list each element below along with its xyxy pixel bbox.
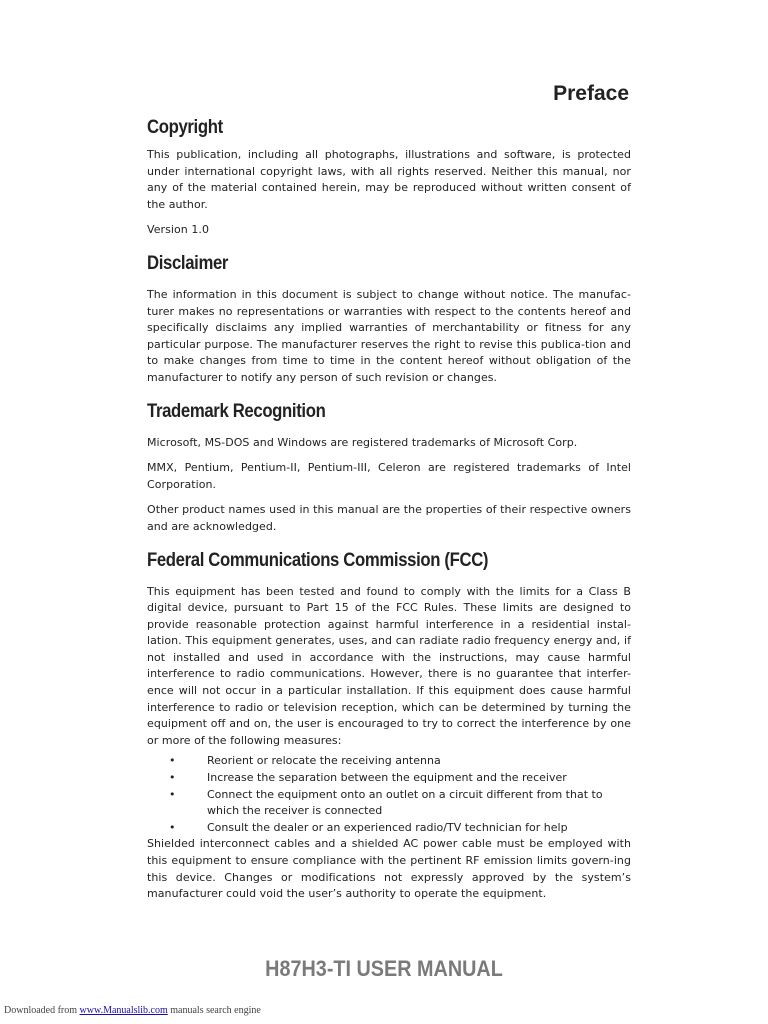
list-item: • Increase the separation between the equipment and the receiver bbox=[147, 770, 631, 787]
download-prefix: Downloaded from bbox=[4, 1005, 78, 1016]
manual-title: H87H3-TI USER MANUAL bbox=[265, 956, 503, 981]
trademark-p1: Microsoft, MS-DOS and Windows are registered trademarks of Microsoft Corp. bbox=[147, 435, 578, 449]
trademark-p2: MMX, Pentium, Pentium-II, Pentium-III, Celeron are registered trademarks of Intel Corporation. bbox=[147, 461, 631, 491]
fcc-body: This equipment has been tested and found to comply with the limits for a Class B digital device, pursuant to Part 15 of the FCC Rules. These limits are designed to provide reasonable protection against harmful interference in a residential instal-lation. This equipment generates, uses, and can radiate radio frequency energy and, if not installed and used in accordance with the instructions, may cause harmful interference to radio communications. However, there is no guarantee that interfer-ence will not occur in a particular installation. If this equipment does cause harmful interference to radio or television reception, which can be determined by turning the equipment off and on, the user is encouraged to try to correct the interference by one or more of the following measures: bbox=[147, 584, 631, 747]
fcc-heading: Federal Communications Commission (FCC) bbox=[147, 549, 489, 571]
page-title: Preface bbox=[553, 82, 629, 105]
document-body bbox=[147, 117, 631, 903]
trademark-heading: Trademark Recognition bbox=[147, 400, 326, 422]
disclaimer-body: The information in this document is subject to change without notice. The manufac-turer makes no representations or warranties with respect to the contents hereof and specifically disclaims any implied warranties of merchantability or fitness for any particular purpose. The manufacturer reserves the right to revise this publica-tion and to make changes from time to time in the content hereof without obligation of the manufacturer to notify any person of such revision or changes. bbox=[147, 287, 631, 384]
copyright-section bbox=[147, 117, 631, 239]
copyright-heading: Copyright bbox=[147, 117, 223, 138]
download-notice bbox=[4, 1005, 261, 1016]
disclaimer-section bbox=[147, 253, 631, 387]
version-text: Version 1.0 bbox=[147, 223, 209, 237]
bullet-icon: • bbox=[169, 787, 176, 801]
trademark-section bbox=[147, 401, 631, 536]
list-item: • Consult the dealer or an experienced radio/TV technician for help bbox=[147, 820, 631, 837]
trademark-p3: Other product names used in this manual are the properties of their respective owners and are acknowledged. bbox=[147, 503, 631, 533]
list-item: • Reorient or relocate the receiving antenna bbox=[147, 753, 631, 770]
bullet-icon: • bbox=[169, 771, 176, 785]
list-item: • Connect the equipment onto an outlet on a circuit different from that to which the receiver is connected bbox=[169, 787, 603, 818]
fcc-section bbox=[147, 550, 631, 903]
manualslib-link[interactable]: www.Manualslib.com bbox=[79, 1005, 168, 1016]
download-suffix: manuals search engine bbox=[170, 1005, 261, 1016]
copyright-body: This publication, including all photographs, illustrations and software, is protected under international copyright laws, with all rights reserved. Neither this manual, nor any of the material contained herein, may be reproduced without written consent of the author. bbox=[147, 148, 631, 211]
fcc-measures-list bbox=[147, 753, 631, 836]
disclaimer-heading: Disclaimer bbox=[147, 252, 229, 274]
bullet-icon: • bbox=[169, 754, 176, 768]
fcc-closing: Shielded interconnect cables and a shielded AC power cable must be employed with this equipment to ensure compliance with the pertinent RF emission limits govern-ing this device. Changes or modifications not expressly approved by the system’s manufacturer could void the user’s authority to operate the equipment. bbox=[147, 837, 631, 901]
bullet-icon: • bbox=[169, 820, 176, 834]
